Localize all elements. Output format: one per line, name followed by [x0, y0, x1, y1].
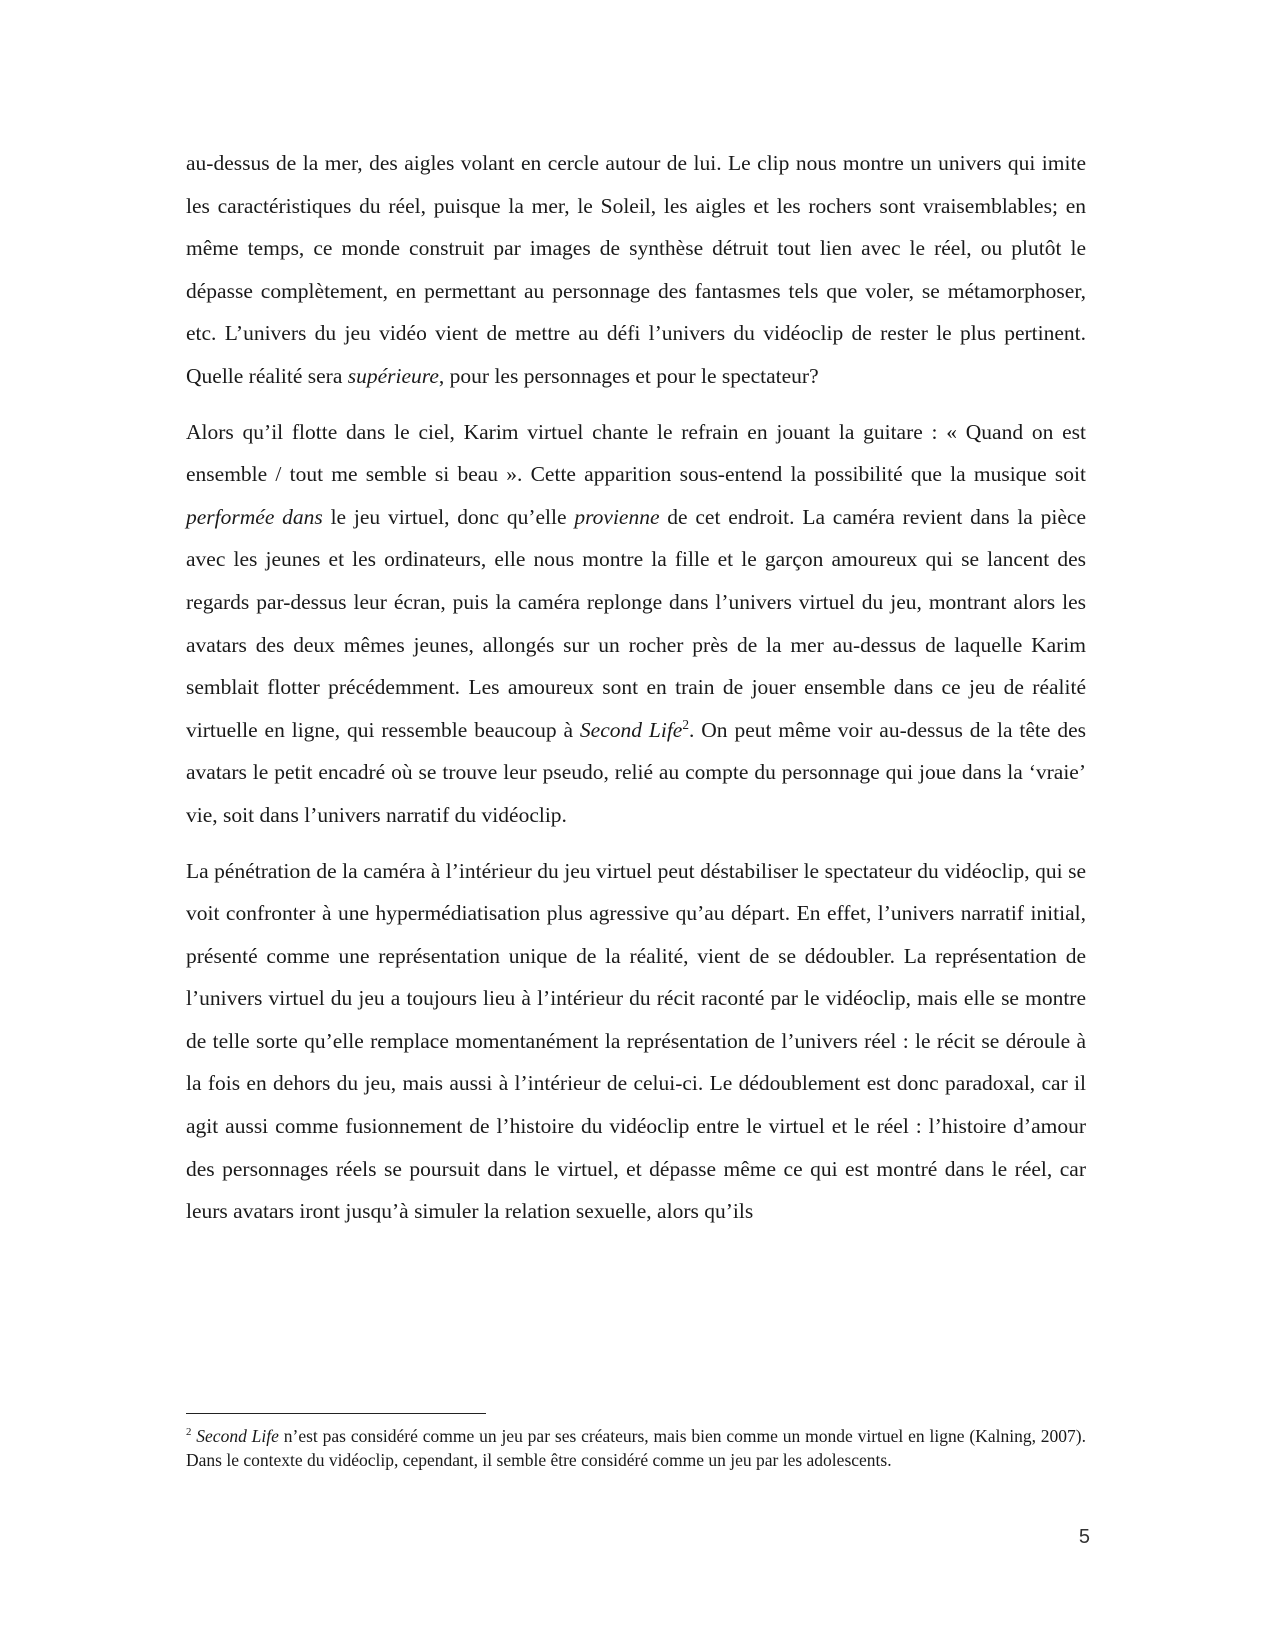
italic-text-run: supérieure [347, 363, 439, 388]
paragraph [186, 850, 1086, 1233]
footnote [186, 1425, 1086, 1472]
text-run: n’est pas considéré comme un jeu par ses créateurs, mais bien comme un monde virtuel en ligne (Kalning, 2007). Dans le contexte du vidéoclip, cependant, il semble être considéré comme un jeu par les adolescents. [186, 1426, 1086, 1470]
italic-text-run: provienne [574, 504, 660, 529]
text-run: le jeu virtuel, donc qu’elle [322, 504, 575, 529]
text-run: Alors qu’il flotte dans le ciel, Karim virtuel chante le refrain en jouant la guitare : « Quand on est ensemble / tout me semble si beau ». Cette apparition sous-entend la possibilité que la musique soit [186, 419, 1086, 487]
paragraph [186, 142, 1086, 398]
italic-text-run: Second Life [196, 1426, 279, 1446]
text-run: La pénétration de la caméra à l’intérieur du jeu virtuel peut déstabiliser le spectateur du vidéoclip, qui se voit confronter à une hypermédiatisation plus agressive qu’au départ. En effet, l’univers narratif initial, présenté comme une représentation unique de la réalité, vient de se dédoubler. La représentation de l’univers virtuel du jeu a toujours lieu à l’intérieur du récit raconté par le vidéoclip, mais elle se montre de telle sorte qu’elle remplace momentanément la représentation de l’univers réel : le récit se déroule à la fois en dehors du jeu, mais aussi à l’intérieur de celui-ci. Le dédoublement est donc paradoxal, car il agit aussi comme fusionnement de l’histoire du vidéoclip entre le virtuel et le réel : l’histoire d’amour des personnages réels se poursuit dans le virtuel, et dépasse même ce qui est montré dans le réel, car leurs avatars iront jusqu’à simuler la relation sexuelle, alors qu’ils [186, 858, 1086, 1224]
footnote-reference[interactable]: 2 [682, 716, 690, 732]
text-run: , pour les personnages et pour le spectateur? [438, 363, 819, 388]
footnote-marker: 2 [186, 1426, 192, 1439]
footnote-text [186, 1425, 1086, 1472]
italic-text-run: Second Life [579, 717, 683, 742]
text-run: au-dessus de la mer, des aigles volant en cercle autour de lui. Le clip nous montre un univers qui imite les caractéristiques du réel, puisque la mer, le Soleil, les aigles et les rochers sont vraisemblables; en même temps, ce monde construit par images de synthèse détruit tout lien avec le réel, ou plutôt le dépasse complètement, en permettant au personnage des fantasmes tels que voler, se métamorphoser, etc. L’univers du jeu vidéo vient de mettre au défi l’univers du vidéoclip de rester le plus pertinent. Quelle réalité sera [186, 151, 1086, 388]
page-number: 5 [1078, 1526, 1090, 1548]
paragraph [186, 411, 1086, 837]
footnote-separator [186, 1413, 486, 1414]
body-text [186, 142, 1086, 1246]
text-run: . On peut même voir au-dessus de la tête des avatars le petit encadré où se trouve leur pseudo, relié au compte du personnage qui joue dans la ‘vraie’ vie, soit dans l’univers narratif du vidéoclip. [186, 717, 1086, 827]
italic-text-run: performée dans [186, 504, 323, 529]
text-run: de cet endroit. La caméra revient dans la pièce avec les jeunes et les ordinateurs, elle nous montre la fille et le garçon amoureux qui se lancent des regards par-dessus leur écran, puis la caméra replonge dans l’univers virtuel du jeu, montrant alors les avatars des deux mêmes jeunes, allongés sur un rocher près de la mer au-dessus de laquelle Karim semblait flotter précédemment. Les amoureux sont en train de jouer ensemble dans ce jeu de réalité virtuelle en ligne, qui ressemble beaucoup à [186, 504, 1086, 742]
